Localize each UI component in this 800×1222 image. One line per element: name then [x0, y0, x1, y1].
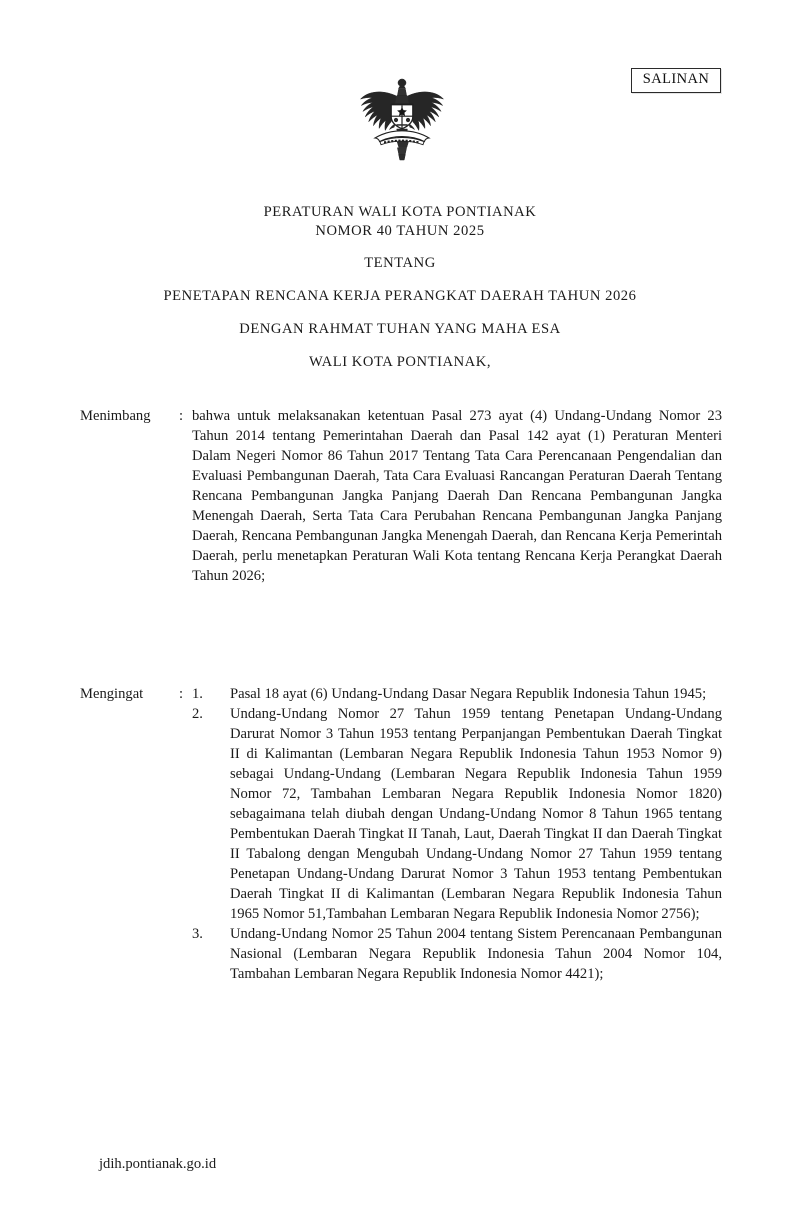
list-item [192, 684, 722, 704]
mengingat-list [192, 684, 722, 984]
mengingat-clause [80, 684, 722, 984]
menimbang-body: bahwa untuk melaksanakan ketentuan Pasal 273 ayat (4) Undang-Undang Nomor 23 Tahun 2014 tentang Pemerintahan Daerah dan Pasal 142 ayat (1) Peraturan Menteri Dalam Negeri Nomor 86 Tahun 2017 Tentang Tata Cara Perencanaan Pengendalian dan Evaluasi Pembangunan Daerah, Tata Cara Evaluasi Rancangan Peraturan Daerah Tentang Rencana Pembangunan Jangka Panjang Daerah Dan Rencana Pembangunan Jangka Menengah Daerah, Serta Tata Cara Perubahan Rencana Pembangunan Jangka Panjang Daerah, Rencana Pembangunan Jangka Menengah Daerah, dan Rencana Kerja Pemerintah Daerah, perlu menetapkan Peraturan Wali Kota tentang Rencana Kerja Perangkat Daerah Tahun 2026; [192, 408, 722, 584]
list-item-marker: 2. [192, 706, 203, 722]
list-item-text: Undang-Undang Nomor 27 Tahun 1959 tentang Penetapan Undang-Undang Darurat Nomor 3 Tahun 1953 tentang Perpanjangan Pembentukan Daerah Tingkat II di Kalimantan (Lembaran Negara Republik Indonesia Tahun 1953 Nomor 9) sebagai Undang-Undang (Lembaran Negara Republik Indonesia Tahun 1959 Nomor 72, Tambahan Lembaran Negara Republik Indonesia Nomor 1820) sebagaimana telah diubah dengan Undang-Undang Nomor 8 Tahun 1965 tentang Pembentukan Daerah Tingkat II Tanah, Laut, Daerah Tingkat II dan Daerah Tingkat II Tabalong dengan Mengubah Undang-Undang Nomor 27 Tahun 1959 tentang Penetapan Undang-Undang Darurat Nomor 3 Tahun 1953 tentang Pembentukan Daerah Tingkat II di Kalimantan (Lembaran Negara Republik Indonesia Tahun 1965 Nomor 51,Tambahan Lembaran Negara Republik Indonesia Nomor 2756); [230, 706, 722, 922]
regulation-number-line: NOMOR 40 TAHUN 2025 [315, 223, 485, 239]
regulation-title-line: PERATURAN WALI KOTA PONTIANAK [263, 204, 537, 220]
tentang-label: TENTANG [364, 255, 436, 271]
garuda-pancasila-emblem [351, 72, 453, 168]
document-title-block [80, 203, 720, 372]
menimbang-colon: : [179, 408, 184, 424]
mengingat-colon: : [179, 686, 184, 702]
mengingat-label: Mengingat [80, 686, 144, 702]
invocation-line: DENGAN RAHMAT TUHAN YANG MAHA ESA [239, 321, 561, 337]
menimbang-label: Menimbang [80, 408, 151, 424]
regulation-subject-line: PENETAPAN RENCANA KERJA PERANGKAT DAERAH TAHUN 2026 [163, 288, 637, 304]
menimbang-clause [80, 406, 722, 586]
list-item [192, 704, 722, 924]
list-item-marker: 1. [192, 686, 203, 702]
salinan-stamp: SALINAN [631, 68, 721, 93]
list-item [192, 924, 722, 984]
issuing-authority-line: WALI KOTA PONTIANAK, [308, 354, 492, 370]
list-item-text: Pasal 18 ayat (6) Undang-Undang Dasar Negara Republik Indonesia Tahun 1945; [230, 686, 707, 702]
list-item-text: Undang-Undang Nomor 25 Tahun 2004 tentang Sistem Perencanaan Pembangunan Nasional (Lembaran Negara Republik Indonesia Tahun 2004 Nomor 104, Tambahan Lembaran Negara Republik Indonesia Nomor 4421); [230, 926, 722, 982]
footer-source-url: jdih.pontianak.go.id [99, 1156, 217, 1172]
list-item-marker: 3. [192, 926, 203, 942]
